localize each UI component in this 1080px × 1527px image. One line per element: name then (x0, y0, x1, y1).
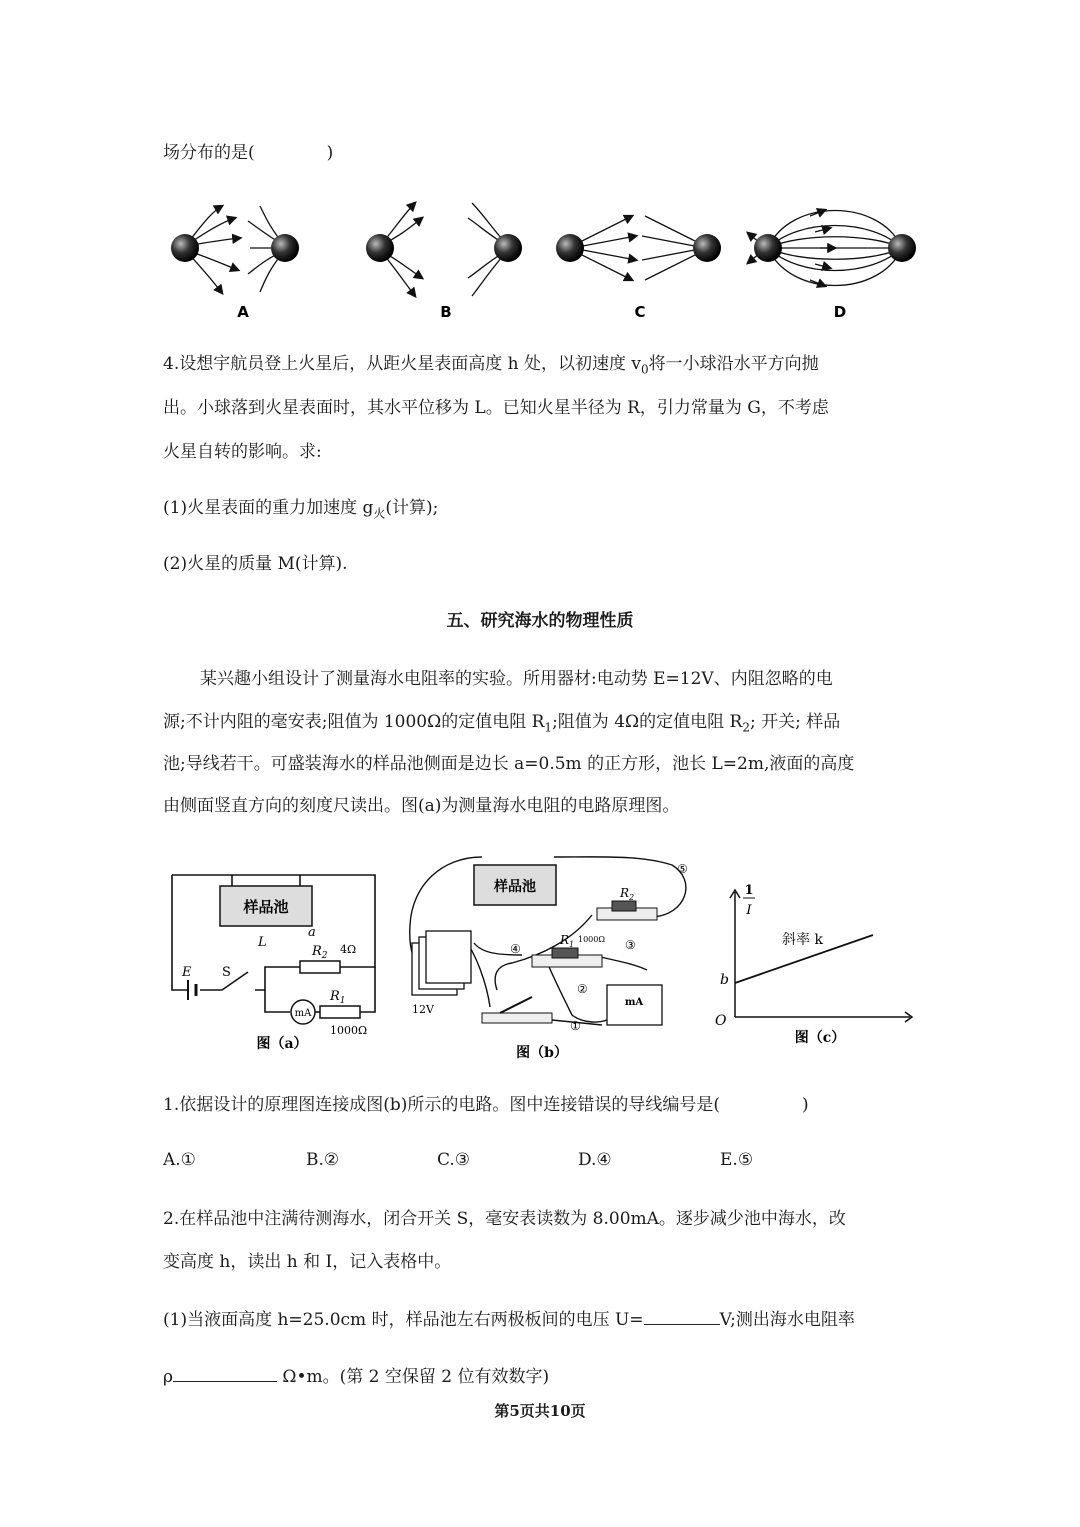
charge-sphere (888, 234, 916, 262)
q5-1: 1.依据设计的原理图连接成图(b)所示的电路。图中连接错误的导线编号是( ) (163, 1095, 809, 1115)
intro-line4: 由侧面竖直方向的刻度尺读出。图(a)为测量海水电阻的电路原理图。 (163, 796, 680, 816)
q4-part1: (1)火星表面的重力加速度 $g_火$(计算); (163, 498, 439, 521)
q5-2-part1: (1)当液面高度 h=25.0cm 时，样品池左右两极板间的电压 U= V;测出海水电阻率 (163, 1306, 855, 1332)
figure-a-circuit (160, 860, 390, 1060)
r1-b-note: 1000Ω (578, 935, 605, 944)
origin-label: O (715, 1013, 727, 1029)
r2-label: $R_2$ (312, 944, 328, 961)
intro-line1: 某兴趣小组设计了测量海水电阻率的实验。所用器材:电动势 E=12V、内阻忽略的电 (200, 669, 833, 689)
figure-a-caption: 图（a） (256, 1036, 308, 1052)
sample-pool-b-label: 样品池 (494, 879, 536, 895)
emf-label: E (182, 965, 192, 980)
r1-note: 1000Ω (330, 1024, 368, 1037)
resistor-r2 (300, 961, 340, 973)
resistor-r1 (320, 1006, 360, 1018)
charge-sphere (494, 234, 522, 262)
answer-blank-rho[interactable] (173, 1363, 277, 1382)
intro-line2: 源;不计内阻的毫安表;阻值为 1000Ω的定值电阻 $R_1$;阻值为 4Ω的定值电阻 $R_2$; 开关; 样品 (163, 712, 841, 735)
q4-line1: 4.设想宇航员登上火星后，从距火星表面高度 h 处，以初速度 $v_0$将一小球沿水平方向抛 (163, 354, 819, 377)
wire-3-label: ③ (625, 938, 636, 952)
switch-label: S (222, 965, 231, 980)
battery-symbol (188, 980, 196, 1000)
label-a: A (237, 303, 249, 321)
r2-b-label: $R_2$ (620, 886, 635, 902)
wire-4-label: ④ (510, 942, 521, 956)
field-line-diagrams (160, 188, 920, 328)
wire-5-label: ⑤ (677, 862, 688, 876)
charge-sphere (366, 234, 394, 262)
q4-line3: 火星自转的影响。求: (163, 442, 322, 462)
option-c: C.③ (437, 1150, 471, 1170)
charge-sphere (693, 234, 721, 262)
ma-label: mA (294, 1008, 312, 1019)
figure-b-circuit (402, 845, 700, 1065)
resistor-r2-body (612, 901, 636, 911)
y-label-den: I (746, 903, 752, 918)
q4-line2: 出。小球落到火星表面时，其水平位移为 L。已知火星半径为 R，引力常量为 G，不考虑 (163, 398, 829, 418)
q5-2-line1: 2.在样品池中注满待测海水，闭合开关 S，毫安表读数为 8.00mA。逐步减少池中海水，改 (163, 1209, 846, 1229)
option-d: D.④ (578, 1150, 612, 1170)
option-e: E.⑤ (720, 1150, 754, 1170)
r2-note: 4Ω (340, 943, 357, 956)
charge-sphere (171, 234, 199, 262)
q5-2-line2: 变高度 h，读出 h 和 I，记入表格中。 (163, 1252, 452, 1272)
wire-1-label: ① (570, 1019, 581, 1033)
charge-sphere (754, 234, 782, 262)
label-c: C (634, 303, 646, 321)
field-diagram-b (380, 203, 508, 296)
r1-b-label: $R_1$ (560, 933, 575, 949)
charge-sphere (556, 234, 584, 262)
section-title: 五、研究海水的物理性质 (446, 611, 634, 631)
page-footer: 第5页共10页 (494, 1402, 586, 1420)
length-l-label: L (258, 935, 267, 950)
side-a-label: a (308, 925, 316, 940)
answer-blank-u[interactable] (644, 1306, 720, 1325)
figure-c-caption: 图（c） (794, 1030, 846, 1046)
field-diagram-a (185, 206, 285, 293)
sample-pool-label: 样品池 (243, 898, 289, 916)
intercept-b-label: b (720, 972, 729, 988)
r1-label: $R_1$ (330, 989, 346, 1006)
wire-2-label: ② (577, 982, 588, 996)
battery-pack (412, 931, 471, 995)
charge-sphere (271, 234, 299, 262)
q5-2-part2: ρ Ω•m。(第 2 空保留 2 位有效数字) (163, 1363, 549, 1389)
option-a: A.① (163, 1150, 196, 1170)
figure-c-graph (710, 880, 920, 1060)
resistor-r1-body (552, 948, 578, 958)
label-d: D (833, 303, 847, 321)
intro-line3: 池;导线若干。可盛装海水的样品池侧面是边长 a=0.5m 的正方形，池长 L=2m,液面的高度 (163, 754, 855, 774)
q3-tail: 场分布的是( ) (163, 143, 334, 163)
label-b: B (440, 303, 452, 321)
ma-b-label: mA (624, 997, 644, 1008)
slope-label: 斜率 k (782, 932, 823, 948)
figure-b-caption: 图（b） (516, 1045, 568, 1061)
q4-part2: (2)火星的质量 M(计算). (163, 554, 348, 574)
y-label-num: 1 (744, 883, 754, 898)
switch-lever (500, 997, 532, 1013)
battery-label: 12V (412, 1003, 434, 1016)
option-b: B.② (306, 1150, 340, 1170)
field-diagram-c (572, 216, 705, 280)
switch-board (482, 1013, 552, 1023)
